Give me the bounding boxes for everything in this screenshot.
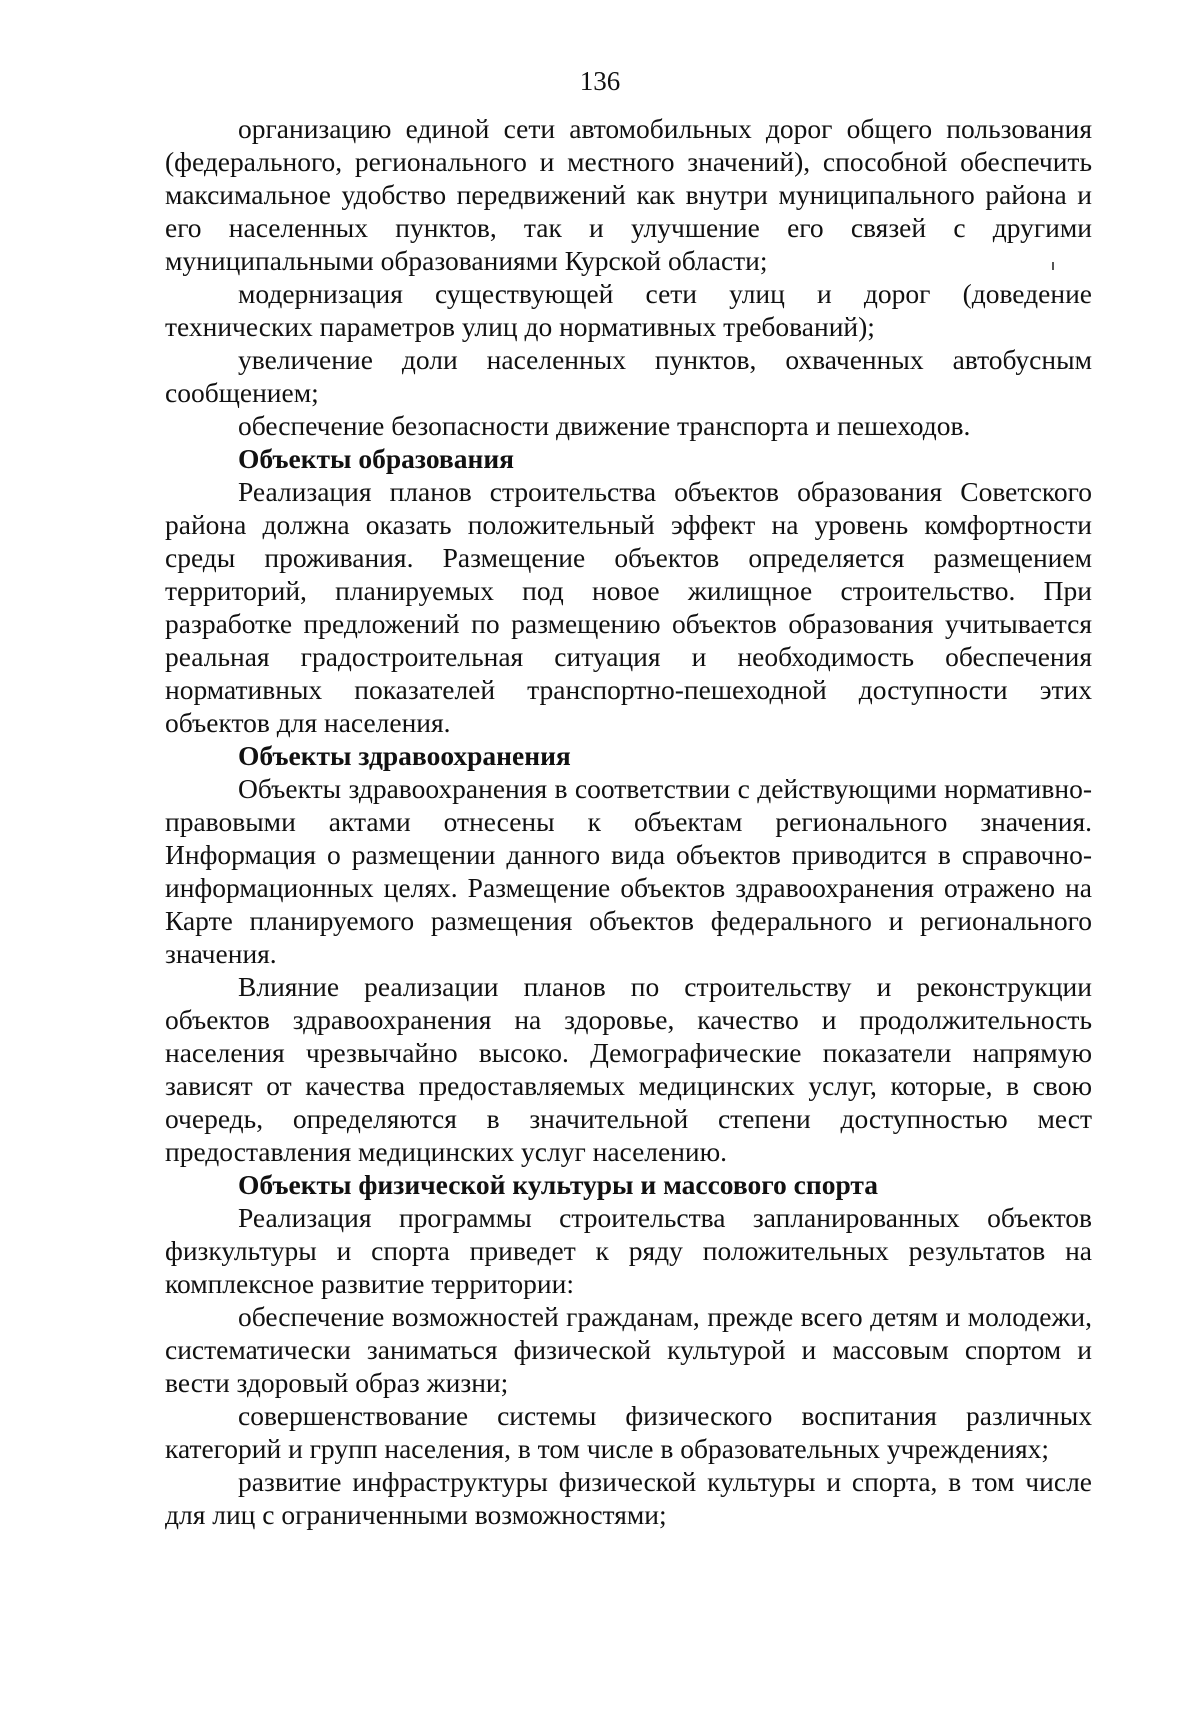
section-heading: Объекты физической культуры и массового спорта: [238, 1169, 879, 1200]
paragraph: совершенствование системы физического воспитания различных категорий и групп населения, в том числе в образовательных учреждениях;: [165, 1400, 1092, 1464]
section-heading: Объекты образования: [238, 443, 515, 474]
paragraph: Реализация программы строительства запланированных объектов физкультуры и спорта приведет к ряду положительных результатов на комплексное развитие территории:: [165, 1202, 1092, 1299]
paragraph: Объекты здравоохранения в соответствии с действующими нормативно-правовыми актами отнесены к объектам регионального значения. Информация о размещении данного вида объектов приводится в справочно-информационных целях. Размещение объектов здравоохранения отражено на Карте планируемого размещения объектов федерального и регионального значения.: [165, 773, 1092, 969]
paragraph: Реализация планов строительства объектов образования Советского района должна оказать положительный эффект на уровень комфортности среды проживания. Размещение объектов определяется размещением территорий, планируемых под новое жилищное строительство. При разработке предложений по размещению объектов образования учитывается реальная градостроительная ситуация и необходимость обеспечения нормативных показателей транспортно-пешеходной доступности этих объектов для населения.: [165, 476, 1092, 738]
document-body: [165, 112, 1092, 1531]
paragraph: обеспечение безопасности движение транспорта и пешеходов.: [238, 410, 971, 441]
paragraph: обеспечение возможностей гражданам, прежде всего детям и молодежи, систематически заниматься физической культурой и массовым спортом и вести здоровый образ жизни;: [165, 1301, 1092, 1398]
paragraph: организацию единой сети автомобильных дорог общего пользования (федерального, регионального и местного значений), способной обеспечить максимальное удобство передвижений как внутри муниципального района и его населенных пунктов, так и улучшение его связей с другими муниципальными образованиями Курской области;: [165, 113, 1092, 276]
paragraph: модернизация существующей сети улиц и дорог (доведение технических параметров улиц до нормативных требований);: [165, 278, 1092, 342]
paragraph: развитие инфраструктуры физической культуры и спорта, в том числе для лиц с ограниченными возможностями;: [165, 1466, 1092, 1530]
paragraph: увеличение доли населенных пунктов, охваченных автобусным сообщением;: [165, 344, 1092, 408]
page-number: 136: [579, 66, 621, 96]
section-heading: Объекты здравоохранения: [238, 740, 571, 771]
paragraph: Влияние реализации планов по строительству и реконструкции объектов здравоохранения на здоровье, качество и продолжительность населения чрезвычайно высоко. Демографические показатели напрямую зависят от качества предоставляемых медицинских услуг, которые, в свою очередь, определяются в значительной степени доступностью мест предоставления медицинских услуг населению.: [165, 971, 1092, 1167]
